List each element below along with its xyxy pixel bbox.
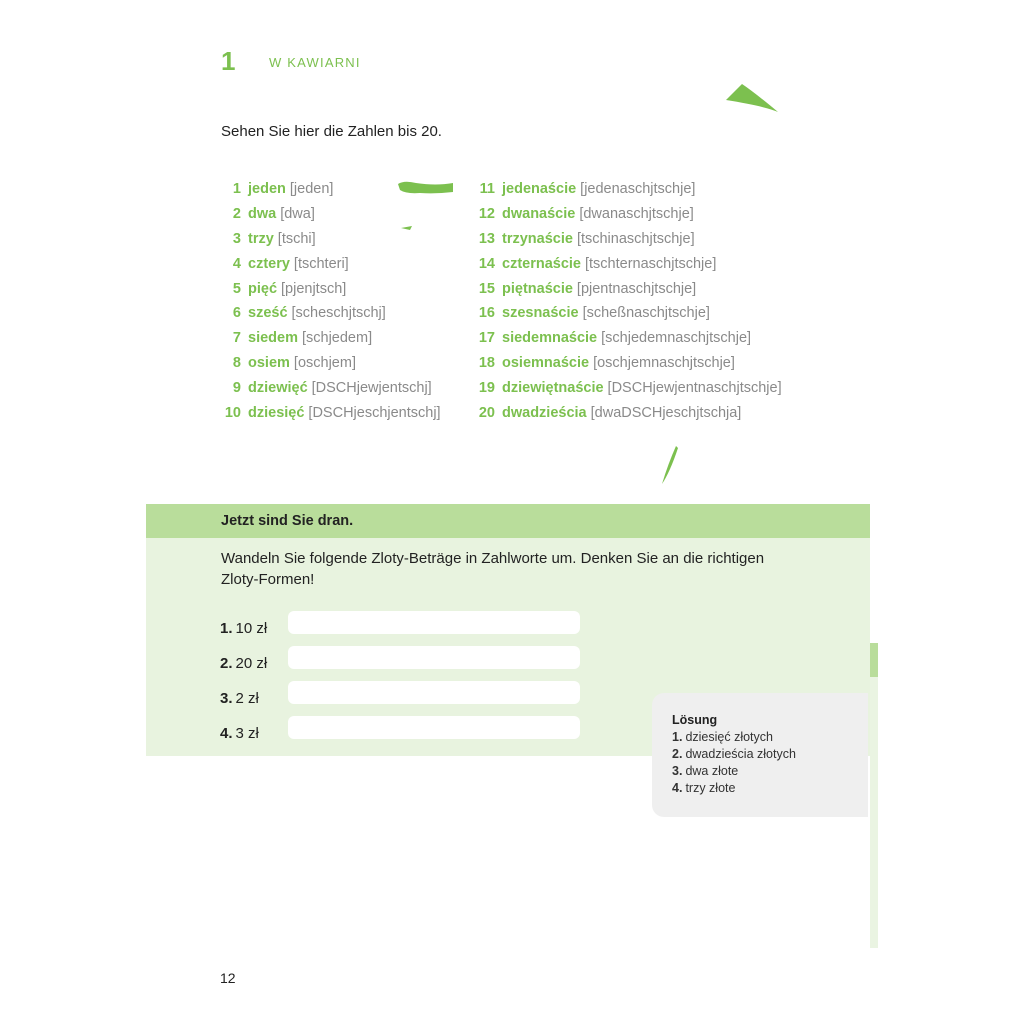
number-row bbox=[218, 278, 441, 303]
solution-number: 2. bbox=[672, 747, 683, 761]
solution-text: dziesięć złotych bbox=[685, 730, 773, 744]
number-row bbox=[218, 327, 441, 352]
number-row bbox=[472, 253, 782, 278]
number-word: trzy bbox=[248, 230, 274, 247]
number-word: dwadzieścia bbox=[502, 405, 587, 422]
task-item bbox=[220, 617, 267, 641]
number-row bbox=[218, 203, 441, 228]
side-strip-accent bbox=[870, 643, 878, 677]
task-item bbox=[220, 722, 259, 746]
number-word: dziewiętnaście bbox=[502, 380, 604, 397]
exercise-title: Jetzt sind Sie dran. bbox=[221, 513, 354, 529]
number-word: dwa bbox=[248, 205, 277, 222]
number-digit: 7 bbox=[232, 330, 241, 347]
solution-box bbox=[652, 693, 868, 817]
solution-item bbox=[672, 763, 868, 780]
number-digit: 10 bbox=[224, 405, 241, 422]
number-word: pięć bbox=[248, 280, 278, 297]
intro-text: Sehen Sie hier die Zahlen bis 20. bbox=[221, 123, 442, 140]
solution-text: trzy złote bbox=[685, 781, 736, 795]
number-digit: 4 bbox=[232, 255, 241, 272]
task-number: 4. bbox=[220, 725, 233, 742]
number-pronunciation: [schjedemnaschjtschje] bbox=[601, 330, 752, 347]
number-word: dwanaście bbox=[502, 205, 576, 222]
number-word: jedenaście bbox=[502, 181, 577, 197]
number-row bbox=[218, 402, 441, 427]
number-row bbox=[472, 228, 782, 253]
number-pronunciation: [scheßnaschjtschje] bbox=[582, 305, 710, 322]
number-word: osiemnaście bbox=[502, 355, 590, 372]
number-row bbox=[472, 178, 782, 203]
number-word: sześć bbox=[248, 305, 288, 322]
number-pronunciation: [scheschjtschj] bbox=[291, 305, 386, 322]
number-word: szesnaście bbox=[502, 305, 579, 322]
number-digit: 9 bbox=[232, 380, 241, 397]
number-row bbox=[472, 302, 782, 327]
answer-field-3[interactable] bbox=[288, 681, 580, 704]
number-pronunciation: [DSCHjewjentnaschjtschje] bbox=[607, 380, 782, 397]
number-word: dziewięć bbox=[248, 380, 308, 397]
number-pronunciation: [dwaDSCHjeschjtschja] bbox=[590, 405, 742, 422]
task-amount: 10 zł bbox=[235, 620, 268, 637]
number-pronunciation: [oschjemnaschjtschje] bbox=[593, 355, 735, 372]
number-pronunciation: [tschi] bbox=[277, 230, 316, 247]
task-item bbox=[220, 687, 259, 711]
number-digit: 15 bbox=[478, 280, 495, 297]
number-row bbox=[472, 402, 782, 427]
number-digit: 16 bbox=[478, 305, 495, 322]
number-row bbox=[218, 178, 441, 203]
number-pronunciation: [pjentnaschjtschje] bbox=[576, 280, 697, 297]
number-digit: 18 bbox=[478, 355, 495, 372]
number-digit: 20 bbox=[478, 405, 495, 422]
exercise-header bbox=[146, 504, 870, 538]
number-row bbox=[218, 352, 441, 377]
number-row bbox=[218, 377, 441, 402]
solution-number: 1. bbox=[672, 730, 683, 744]
number-word: dziesięć bbox=[248, 405, 305, 422]
chapter-title: W KAWIARNI bbox=[269, 55, 361, 70]
number-pronunciation: [DSCHjewjentschj] bbox=[311, 380, 432, 397]
number-digit: 2 bbox=[232, 205, 241, 222]
number-word: osiem bbox=[248, 355, 290, 372]
number-digit: 19 bbox=[478, 380, 495, 397]
task-number: 3. bbox=[220, 690, 233, 707]
number-row bbox=[218, 302, 441, 327]
page-number: 12 bbox=[220, 970, 236, 986]
solution-text: dwadzieścia złotych bbox=[685, 747, 796, 761]
number-word: jeden bbox=[248, 181, 286, 197]
numbers-list-right bbox=[472, 178, 782, 427]
number-digit: 14 bbox=[478, 255, 495, 272]
number-row bbox=[218, 253, 441, 278]
exercise-instruction: Wandeln Sie folgende Zloty-Beträge in Zahlworte um. Denken Sie an die richtigen Zloty-Formen! bbox=[221, 550, 765, 588]
task-number: 1. bbox=[220, 620, 233, 637]
answer-field-1[interactable] bbox=[288, 611, 580, 634]
number-digit: 5 bbox=[232, 280, 241, 297]
number-row bbox=[472, 377, 782, 402]
task-amount: 20 zł bbox=[235, 655, 268, 672]
solution-text: dwa złote bbox=[685, 764, 739, 778]
solution-item bbox=[672, 780, 868, 797]
number-word: piętnaście bbox=[502, 280, 573, 297]
brush-stroke-icon bbox=[658, 444, 682, 486]
task-amount: 3 zł bbox=[235, 725, 259, 742]
number-digit: 6 bbox=[232, 305, 241, 322]
answer-field-2[interactable] bbox=[288, 646, 580, 669]
number-row bbox=[218, 228, 441, 253]
task-item bbox=[220, 652, 267, 676]
number-pronunciation: [tschinaschjtschje] bbox=[576, 230, 695, 247]
number-pronunciation: [tschteri] bbox=[293, 255, 349, 272]
number-word: czternaście bbox=[502, 255, 581, 272]
number-pronunciation: [tschternaschjtschje] bbox=[585, 255, 717, 272]
number-pronunciation: [jeden] bbox=[289, 181, 334, 197]
number-pronunciation: [schjedem] bbox=[301, 330, 373, 347]
number-pronunciation: [dwa] bbox=[280, 205, 315, 222]
number-word: siedemnaście bbox=[502, 330, 598, 347]
number-pronunciation: [DSCHjeschjentschj] bbox=[308, 405, 441, 422]
number-digit: 11 bbox=[479, 181, 495, 197]
solution-item bbox=[672, 729, 868, 746]
number-row bbox=[472, 327, 782, 352]
solution-number: 3. bbox=[672, 764, 683, 778]
numbers-list-left bbox=[218, 178, 441, 427]
side-strip bbox=[870, 643, 878, 948]
number-digit: 8 bbox=[232, 355, 241, 372]
number-pronunciation: [pjenjtsch] bbox=[281, 280, 347, 297]
number-digit: 17 bbox=[478, 330, 495, 347]
number-digit: 1 bbox=[232, 181, 241, 197]
number-row bbox=[472, 278, 782, 303]
number-word: cztery bbox=[248, 255, 290, 272]
task-amount: 2 zł bbox=[235, 690, 259, 707]
number-digit: 3 bbox=[232, 230, 241, 247]
number-pronunciation: [dwanaschjtschje] bbox=[579, 205, 694, 222]
number-pronunciation: [jedenaschjtschje] bbox=[580, 181, 696, 197]
brush-stroke-icon bbox=[724, 82, 782, 116]
number-digit: 13 bbox=[478, 230, 495, 247]
answer-field-4[interactable] bbox=[288, 716, 580, 739]
number-pronunciation: [oschjem] bbox=[293, 355, 356, 372]
solution-title: Lösung bbox=[672, 713, 718, 727]
number-row bbox=[472, 203, 782, 228]
solution-item bbox=[672, 746, 868, 763]
chapter-number: 1 bbox=[221, 46, 236, 76]
number-row bbox=[472, 352, 782, 377]
number-digit: 12 bbox=[478, 205, 495, 222]
number-word: trzynaście bbox=[502, 230, 573, 247]
task-number: 2. bbox=[220, 655, 233, 672]
solution-number: 4. bbox=[672, 781, 683, 795]
number-word: siedem bbox=[248, 330, 298, 347]
